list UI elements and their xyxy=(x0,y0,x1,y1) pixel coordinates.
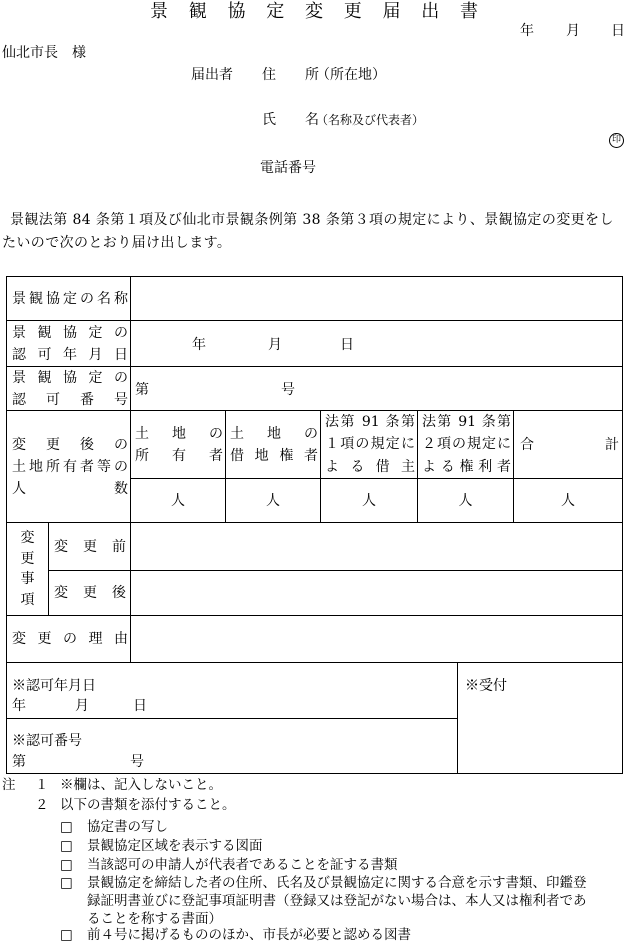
office-approval-number-prefix: 第 xyxy=(12,754,26,770)
checkbox-bullet: □ xyxy=(60,838,73,854)
column-header-line: 借地権者 xyxy=(230,447,318,464)
addressee: 仙北市長 様 xyxy=(2,45,86,61)
reason-label-cell xyxy=(6,615,131,663)
attachment-item-line: ることを称する書面） xyxy=(87,911,222,927)
column-header-owner xyxy=(130,410,226,479)
column-header-total xyxy=(513,410,623,479)
attachment-item-line: 景観協定を締結した者の住所、氏名及び景観協定に関する合意を示す書類、印鑑登 xyxy=(87,875,587,891)
document-title: 景観協定変更届出書 xyxy=(150,1,499,22)
column-header-line: 土地の xyxy=(135,425,223,442)
landowners-label-line-2: 土地所有者等の xyxy=(12,458,128,475)
checkbox-bullet: □ xyxy=(60,875,73,891)
approval-date-label-cell xyxy=(6,320,131,367)
reason-label: 変更の理由 xyxy=(12,631,128,647)
column-header-line: 土地の xyxy=(230,425,318,442)
approval-number-suffix: 号 xyxy=(281,382,295,398)
date-day-label: 日 xyxy=(611,23,625,39)
before-value-cell xyxy=(130,522,623,571)
count-unit: 人 xyxy=(561,492,575,509)
note-text: 以下の書類を添付すること。 xyxy=(60,797,236,813)
office-approval-year: 年 xyxy=(12,698,26,714)
statement-line-2: たいので次のとおり届け出します。 xyxy=(2,235,232,251)
count-cell-owner xyxy=(130,478,226,523)
column-header-line: 所有者 xyxy=(135,447,223,464)
address-label-second: 所 xyxy=(305,67,319,83)
after-value-cell xyxy=(130,570,623,616)
office-approval-number-suffix: 号 xyxy=(130,754,144,770)
attachment-item: 前４号に掲げるもののほか、市長が必要と認める図書 xyxy=(87,927,411,943)
reason-value-cell xyxy=(130,615,623,663)
column-header-line: １項の規定に xyxy=(325,436,415,453)
approval-date-day: 日 xyxy=(340,337,354,353)
checkbox-bullet: □ xyxy=(60,927,73,943)
landowners-label-cell xyxy=(6,410,131,523)
landowners-label-line-3: 人数 xyxy=(12,480,128,497)
column-header-leaseholder xyxy=(225,410,321,479)
count-unit: 人 xyxy=(171,492,185,509)
checkbox-bullet: □ xyxy=(60,819,73,835)
column-header-right-holder xyxy=(417,410,514,479)
name-note: （名称及び代表者） xyxy=(316,113,425,127)
note-number: １ xyxy=(35,777,49,793)
agreement-name-label: 景観協定の名称 xyxy=(12,290,128,307)
before-label-cell xyxy=(48,522,131,571)
approval-date-label-line-2: 認可年月日 xyxy=(12,346,128,363)
note-text: ※欄は、記入しないこと。 xyxy=(60,777,222,793)
office-approval-day: 日 xyxy=(133,698,147,714)
column-header-line: ２項の規定に xyxy=(422,436,511,453)
attachment-item-line: 録証明書並びに登記事項証明書（登録又は登記がない場合は、本人又は権利者であ xyxy=(87,893,587,909)
changes-label: 変更事項 xyxy=(20,530,35,608)
seal-mark: 印 xyxy=(609,133,624,148)
column-header-line: よる権利者 xyxy=(422,458,511,475)
before-label: 変更前 xyxy=(54,538,126,555)
approval-date-value-cell xyxy=(130,320,623,367)
count-cell-total xyxy=(513,478,623,523)
date-year-label: 年 xyxy=(520,23,534,39)
approval-date-year: 年 xyxy=(192,337,206,353)
count-unit: 人 xyxy=(266,492,280,509)
office-approval-date-cell xyxy=(6,662,458,719)
note-number: ２ xyxy=(35,797,49,813)
approval-number-label-line-2: 認可番号 xyxy=(12,391,128,408)
approval-number-prefix: 第 xyxy=(135,382,149,398)
reception-cell xyxy=(457,662,623,774)
applicant-label: 届出者 xyxy=(191,67,233,83)
column-header-line: 法第 91 条第 xyxy=(325,413,415,430)
reception-label: ※受付 xyxy=(465,678,507,694)
name-label-first: 氏 xyxy=(262,112,276,128)
count-cell-leaseholder xyxy=(225,478,321,523)
office-approval-date-label: ※認可年月日 xyxy=(12,678,96,694)
landowners-label-line-1: 変更後の xyxy=(12,436,128,453)
agreement-name-value-cell xyxy=(130,276,623,321)
date-month-label: 月 xyxy=(566,23,580,39)
agreement-name-label-cell xyxy=(6,276,131,321)
attachment-item: 景観協定区域を表示する図面 xyxy=(87,838,263,854)
approval-date-label-line-1: 景観協定の xyxy=(12,324,128,341)
after-label: 変更後 xyxy=(54,585,126,601)
office-approval-month: 月 xyxy=(75,698,89,714)
address-note: （所在地） xyxy=(316,67,386,83)
changes-label-cell xyxy=(6,522,49,616)
attachment-item: 当該認可の申請人が代表者であることを証する書類 xyxy=(87,857,398,873)
column-header-line: よる借主 xyxy=(325,458,415,475)
checkbox-bullet: □ xyxy=(60,857,73,873)
count-cell-right-holder xyxy=(417,478,514,523)
attachment-item: 協定書の写し xyxy=(87,819,168,835)
count-unit: 人 xyxy=(362,492,376,509)
column-header-line: 法第 91 条第 xyxy=(422,413,511,430)
column-header-tenant xyxy=(320,410,418,479)
approval-number-value-cell xyxy=(130,366,623,411)
office-approval-number-cell xyxy=(6,718,458,774)
approval-number-label-cell xyxy=(6,366,131,411)
count-unit: 人 xyxy=(458,492,473,509)
name-label-second: 名 xyxy=(305,112,319,128)
after-label-cell xyxy=(48,570,131,616)
column-header-line: 合計 xyxy=(520,436,619,453)
statement-line-1: 景観法第 84 条第１項及び仙北市景観条例第 38 条第３項の規定により、景観協定の変更をし xyxy=(10,212,614,228)
office-approval-number-label: ※認可番号 xyxy=(12,733,82,749)
address-label-first: 住 xyxy=(262,67,276,83)
count-cell-tenant xyxy=(320,478,418,523)
approval-number-label-line-1: 景観協定の xyxy=(12,369,128,386)
phone-label: 電話番号 xyxy=(260,160,316,176)
notes-prefix: 注 xyxy=(2,777,16,793)
approval-date-month: 月 xyxy=(268,337,282,353)
